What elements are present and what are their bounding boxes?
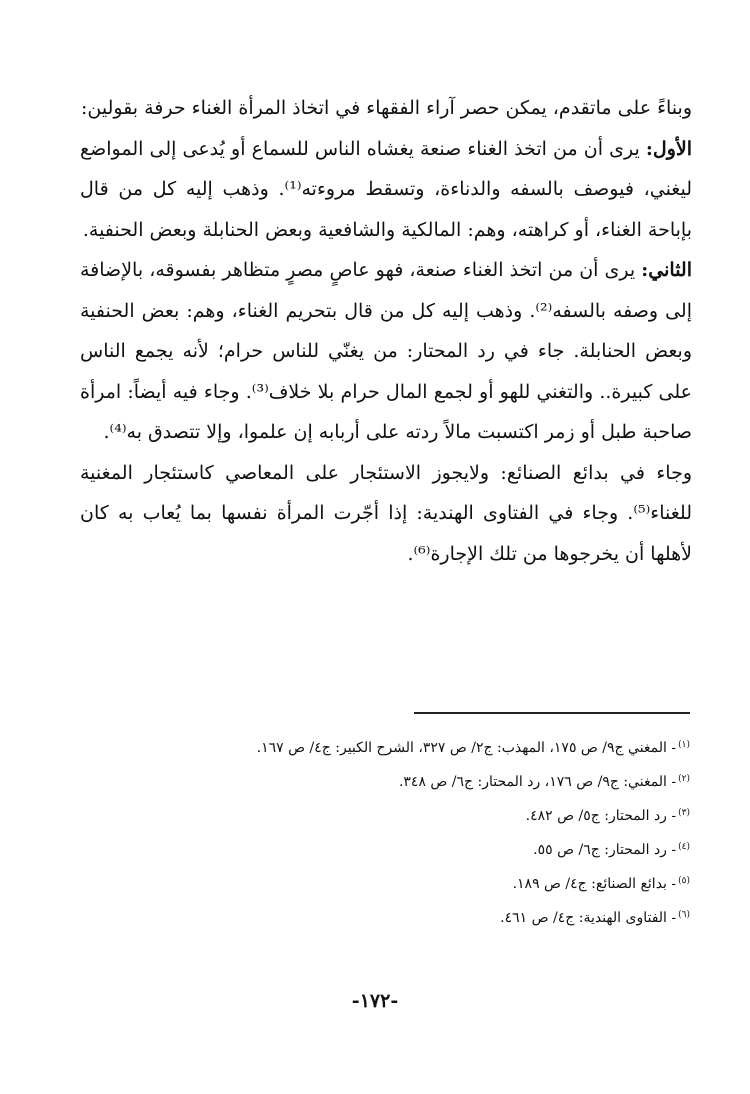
first-opinion-label: الأول:: [645, 137, 692, 160]
footnote-text: - المغني ج٩/ ص ١٧٥، المهذب: ج٢/ ص ٣٢٧، الشرح الكبير: ج٤/ ص ١٦٧.: [256, 740, 677, 756]
footnote-6: [70, 900, 690, 934]
footnote-marker: (٤): [678, 842, 690, 852]
footnote-text: - بدائع الصنائع: ج٤/ ص ١٨٩.: [512, 876, 677, 892]
footnote-text: - رد المحتار: ج٦/ ص ٥٥.: [533, 842, 677, 858]
paragraph-second-opinion: [80, 250, 692, 453]
footnote-4: [70, 832, 690, 866]
footnote-text: - المغني: ج٩/ ص ١٧٦، رد المحتار: ج٦/ ص ٣٤٨.: [398, 774, 677, 790]
footnote-divider: [414, 712, 690, 714]
paragraph-intro: وبناءً على ماتقدم، يمكن حصر آراء الفقهاء في اتخاذ المرأة الغناء حرفة بقولين:: [80, 97, 692, 119]
footnotes: [70, 730, 690, 934]
footnote-marker: (٢): [678, 774, 690, 784]
footnote-marker: (١): [678, 740, 690, 750]
second-opinion-text: يرى أن من اتخذ الغناء صنعة، فهو عاصٍ مصرٍ متظاهر بفسوقه، بالإضافة إلى وصفه بالسفه⁽²⁾. وذهب إليه كل من قال بتحريم الغناء، وهم: بعض الحنفية وبعض الحنابلة. جاء في رد المحتار: من يغنّي للناس حرام؛ لأنه يجمع الناس على كبيرة.. والتغني للهو أو لجمع المال حرام بلا خلاف⁽³⁾. وجاء فيه أيضاً: امرأة صاحبة طبل أو زمر اكتسبت مالاً ردته على أربابه إن علموا، وإلا تتصدق به⁽⁴⁾.: [80, 259, 693, 443]
footnote-3: [70, 798, 690, 832]
footnote-marker: (٦): [678, 910, 690, 920]
footnote-5: [70, 866, 690, 900]
footnote-text: - الفتاوى الهندية: ج٤/ ص ٤٦١.: [500, 910, 677, 926]
footnote-marker: (٥): [678, 876, 690, 886]
paragraph-badai: وجاء في بدائع الصنائع: ولايجوز الاستئجار على المعاصي كاستئجار المغنية للغناء⁽⁵⁾. وجاء في الفتاوى الهندية: إذا أجّرت المرأة نفسها بما يُعاب به كان لأهلها أن يخرجوها من تلك الإجارة⁽⁶⁾.: [80, 461, 692, 565]
main-text: [80, 88, 692, 574]
footnote-1: [70, 730, 690, 764]
paragraph-first-opinion: [80, 129, 692, 251]
footnote-marker: (٣): [678, 808, 690, 818]
first-opinion-text: يرى أن من اتخذ الغناء صنعة يغشاه الناس للسماع أو يُدعى إلى المواضع ليغني، فيوصف بالسفه والدناءة، وتسقط مروءته⁽¹⁾. وذهب إليه كل من قال بإباحة الغناء، أو كراهته، وهم: المالكية والشافعية وبعض الحنابلة وبعض الحنفية.: [80, 137, 692, 241]
page-number: -١٧٢-: [351, 990, 399, 1012]
second-opinion-label: الثاني:: [641, 259, 692, 281]
footnote-text: - رد المحتار: ج٥/ ص ٤٨٢.: [525, 808, 677, 824]
footnote-2: [70, 764, 690, 798]
